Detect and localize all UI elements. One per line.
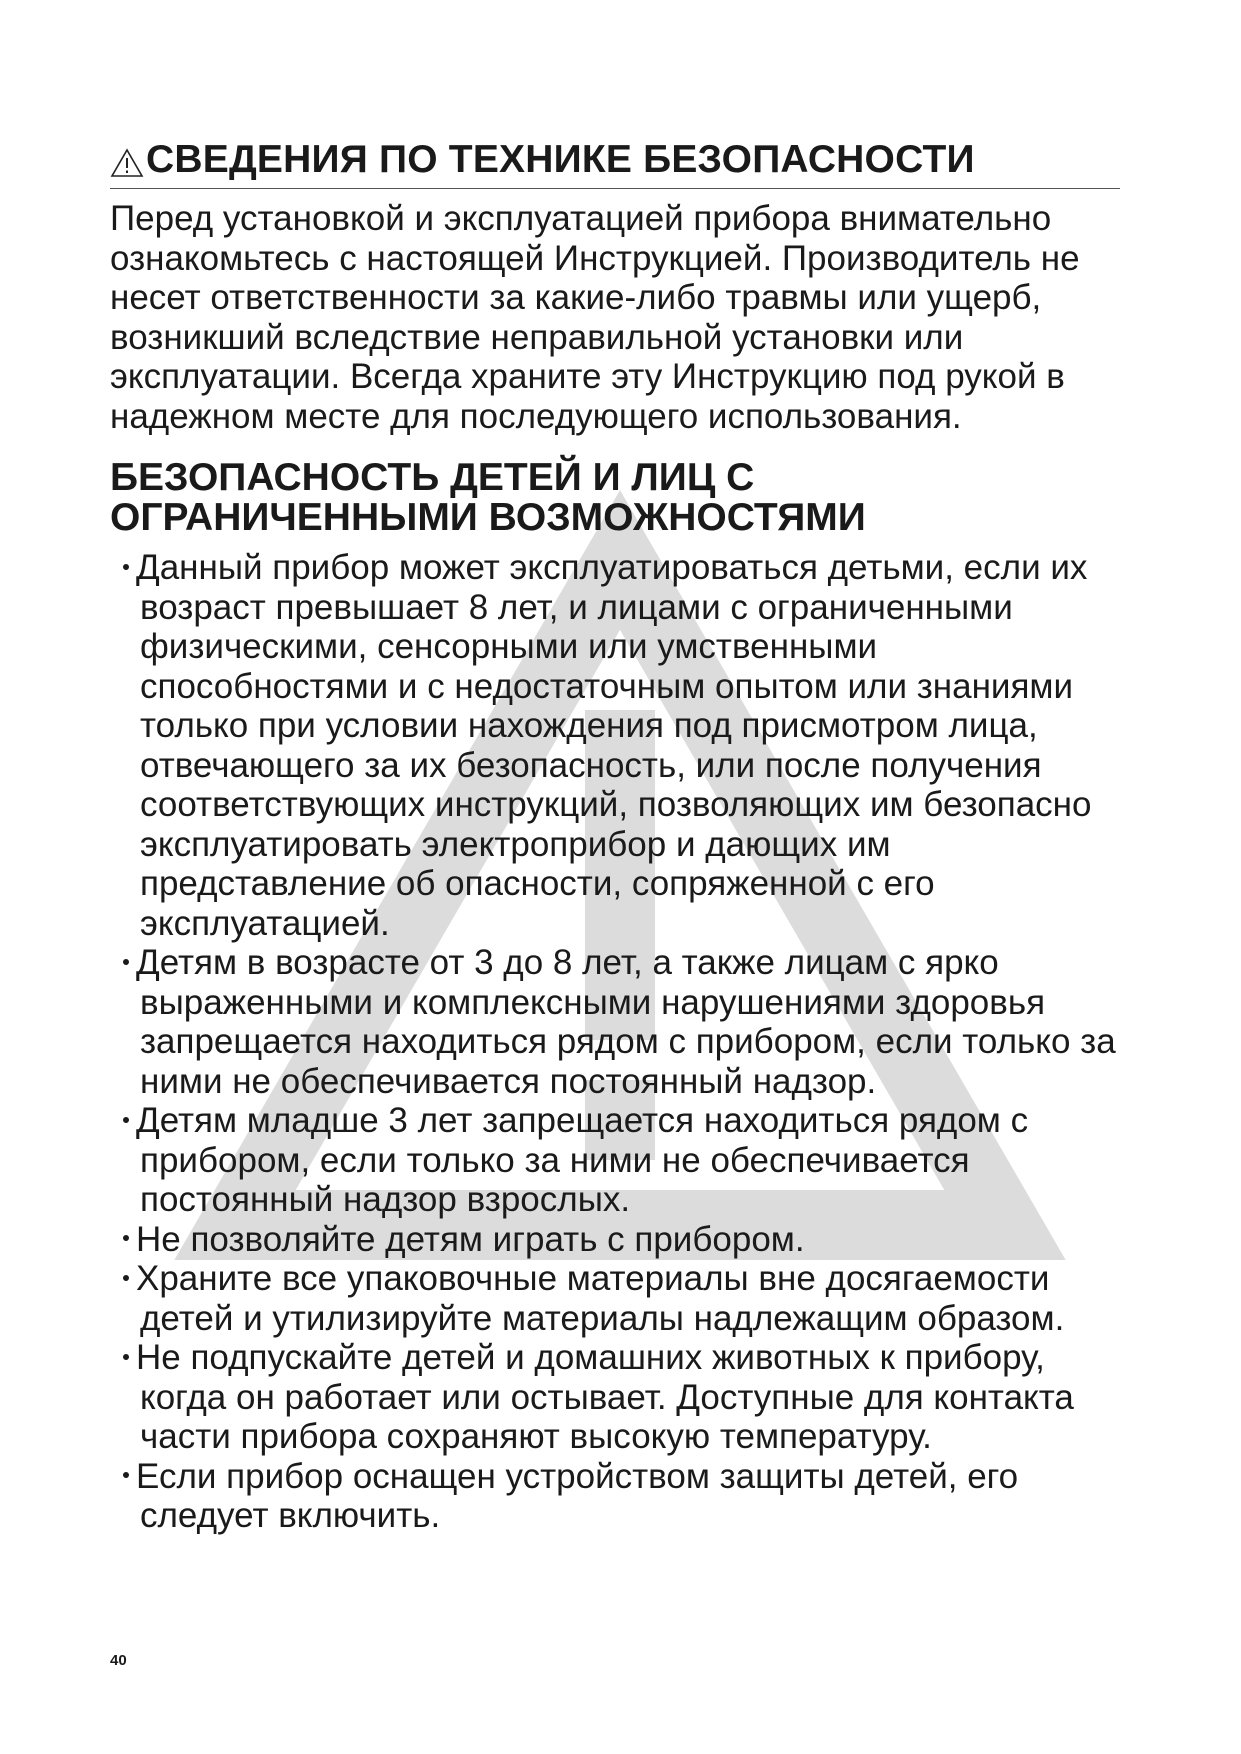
bullet-dot-icon — [123, 1235, 129, 1241]
section-title-row — [110, 138, 1120, 189]
list-item — [110, 1101, 1130, 1220]
bullet-dot-icon — [123, 1275, 129, 1281]
children-safety-heading — [110, 458, 1110, 538]
list-item — [110, 1457, 1130, 1536]
list-item-text: Детям младше 3 лет запрещается находиться рядом с прибором, если только за ними не обеспечивается постоянный надзор взрослых. — [136, 1101, 1029, 1219]
bullet-dot-icon — [123, 1117, 129, 1123]
heading-line-1: БЕЗОПАСНОСТЬ ДЕТЕЙ И ЛИЦ С — [110, 456, 755, 499]
page-number: 40 — [110, 1652, 127, 1669]
list-item-text: Данный прибор может эксплуатироваться детьми, если их возраст превышает 8 лет, и лицами с ограниченными физическими, сенсорными или умственными способностями и с недостаточным опытом или знаниями только при условии нахождения под присмотром лица, отвечающего за их безопасность, или после получения соответствующих инструкций, позволяющих им безопасно эксплуатировать электроприбор и дающих им представление об опасности, сопряженной с его эксплуатацией. — [136, 548, 1092, 943]
list-item — [110, 943, 1130, 1101]
section-title: СВЕДЕНИЯ ПО ТЕХНИКЕ БЕЗОПАСНОСТИ — [146, 138, 975, 181]
list-item-text: Если прибор оснащен устройством защиты детей, его следует включить. — [136, 1456, 1019, 1535]
list-item — [110, 1259, 1130, 1338]
list-item — [110, 548, 1130, 943]
list-item-text: Детям в возрасте от 3 до 8 лет, а также лицам с ярко выраженными и комплексными нарушениями здоровья запрещается находиться рядом с прибором, если только за ними не обеспечивается постоянный надзор. — [136, 943, 1116, 1101]
list-item-text: Не позволяйте детям играть с прибором. — [136, 1219, 805, 1259]
page-content — [110, 138, 1130, 1552]
intro-paragraph: Перед установкой и эксплуатацией прибора внимательно ознакомьтесь с настоящей Инструкцией. Производитель не несет ответственности за какие-либо травмы или ущерб, возникший вследствие неправильной установки или эксплуатации. Всегда храните эту Инструкцию под рукой в надежном месте для последующего использования. — [110, 199, 1080, 436]
bullet-dot-icon — [123, 1354, 129, 1360]
warning-triangle-icon — [110, 148, 144, 178]
list-item — [110, 1220, 1130, 1260]
list-item-text: Не подпускайте детей и домашних животных к прибору, когда он работает или остывает. Доступные для контакта части прибора сохраняют высокую температуру. — [136, 1338, 1074, 1456]
bullet-dot-icon — [123, 564, 129, 570]
list-item — [110, 1338, 1130, 1457]
heading-line-2: ОГРАНИЧЕННЫМИ ВОЗМОЖНОСТЯМИ — [110, 496, 866, 539]
list-item-text: Храните все упаковочные материалы вне досягаемости детей и утилизируйте материалы надлежащим образом. — [136, 1259, 1065, 1338]
bullet-dot-icon — [123, 959, 129, 965]
bullet-dot-icon — [123, 1472, 129, 1478]
safety-bullet-list — [110, 548, 1130, 1536]
